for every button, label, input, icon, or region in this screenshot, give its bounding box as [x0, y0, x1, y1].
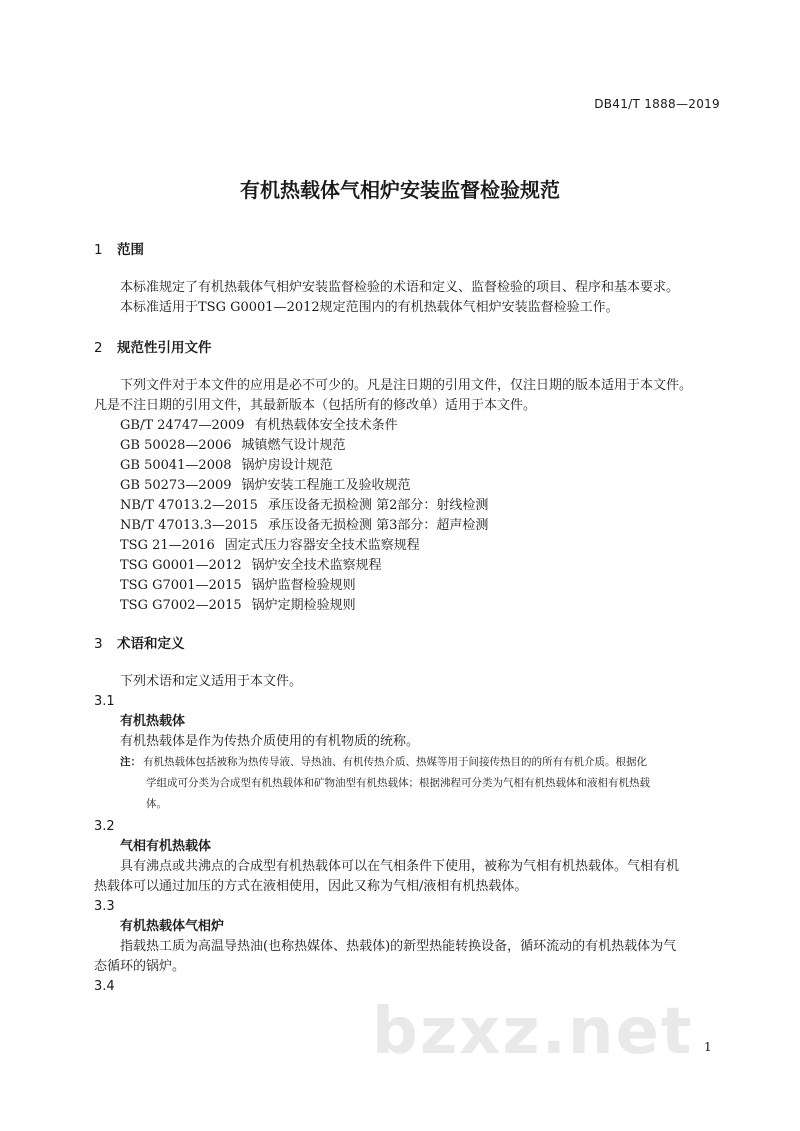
reference-item — [94, 416, 734, 436]
clause-number: 3.2 — [94, 819, 115, 834]
document-code: DB41/T 1888—2019 — [594, 97, 720, 111]
reference-code: TSG 21—2016 — [120, 538, 215, 553]
reference-code: GB 50028—2006 — [120, 438, 232, 453]
reference-item — [94, 576, 734, 596]
reference-name: 锅炉安装工程施工及验收规范 — [241, 478, 411, 493]
reference-item — [94, 536, 734, 556]
clause-number: 3.1 — [94, 694, 115, 709]
term-heading: 有机热载体气相炉 — [120, 919, 225, 934]
note-text: 体。 — [146, 798, 167, 810]
note-text: 学组成可分类为合成型有机热载体和矿物油型有机热载体；根据沸程可分类为气相有机热载体和液相有机热载 — [146, 777, 650, 789]
term-definition: 具有沸点或共沸点的合成型有机热载体可以在气相条件下使用，被称为气相有机热载体。气相有机 — [120, 859, 680, 874]
reference-code: GB 50041—2008 — [120, 458, 232, 473]
note-label: 注： — [120, 756, 141, 768]
paragraph: 本标准规定了有机热载体气相炉安装监督检验的术语和定义、监督检验的项目、程序和基本要求。 — [120, 280, 680, 295]
section-number: 2 — [94, 340, 103, 356]
section-title: 规范性引用文件 — [117, 340, 212, 356]
reference-code: NB/T 47013.2—2015 — [120, 498, 258, 513]
page-number: 1 — [704, 1040, 712, 1054]
section-number: 3 — [94, 636, 103, 652]
document-title: 有机热载体气相炉安装监督检验规范 — [240, 178, 560, 202]
section-heading-scope — [94, 240, 734, 260]
reference-item — [94, 436, 734, 456]
reference-name: 承压设备无损检测 第3部分：超声检测 — [267, 518, 489, 533]
reference-name: 锅炉监督检验规则 — [251, 578, 356, 593]
reference-code: TSG G0001—2012 — [120, 558, 242, 573]
note — [94, 752, 734, 773]
reference-code: GB 50273—2009 — [120, 478, 232, 493]
term-heading: 气相有机热载体 — [120, 839, 212, 854]
reference-name: 锅炉安全技术监察规程 — [251, 558, 382, 573]
reference-code: TSG G7001—2015 — [120, 578, 242, 593]
reference-name: 锅炉定期检验规则 — [251, 598, 356, 613]
term-definition: 热载体可以通过加压的方式在液相使用，因此又称为气相/液相有机热载体。 — [94, 879, 528, 894]
reference-item — [94, 596, 734, 616]
document-body — [94, 240, 734, 997]
reference-name: 城镇燃气设计规范 — [241, 438, 346, 453]
section-heading-terms-definitions — [94, 634, 734, 654]
clause-number: 3.4 — [94, 979, 115, 994]
term-definition: 指载热工质为高温导热油(也称热媒体、热载体)的新型热能转换设备，循环流动的有机热载体为气 — [120, 939, 677, 954]
reference-name: 承压设备无损检测 第2部分：射线检测 — [267, 498, 489, 513]
term-heading: 有机热载体 — [120, 714, 186, 729]
reference-item — [94, 516, 734, 536]
reference-code: TSG G7002—2015 — [120, 598, 242, 613]
section-title: 范围 — [117, 242, 144, 258]
paragraph: 凡是不注日期的引用文件，其最新版本（包括所有的修改单）适用于本文件。 — [94, 398, 537, 413]
paragraph: 本标准适用于TSG G0001—2012规定范围内的有机热载体气相炉安装监督检验工作。 — [120, 300, 619, 315]
reference-name: 固定式压力容器安全技术监察规程 — [224, 538, 420, 553]
term-definition: 态循环的锅炉。 — [94, 959, 186, 974]
paragraph: 下列术语和定义适用于本文件。 — [120, 674, 303, 689]
reference-item — [94, 476, 734, 496]
reference-item — [94, 496, 734, 516]
reference-name: 有机热载体安全技术条件 — [254, 418, 398, 433]
reference-item — [94, 556, 734, 576]
reference-code: NB/T 47013.3—2015 — [120, 518, 258, 533]
section-heading-normative-references — [94, 338, 734, 358]
reference-name: 锅炉房设计规范 — [241, 458, 333, 473]
reference-item — [94, 456, 734, 476]
watermark: bzxz.net — [372, 995, 694, 1069]
paragraph: 下列文件对于本文件的应用是必不可少的。凡是注日期的引用文件，仅注日期的版本适用于本文件。 — [120, 378, 693, 393]
term-definition: 有机热载体是作为传热介质使用的有机物质的统称。 — [120, 734, 420, 749]
section-title: 术语和定义 — [117, 636, 185, 652]
section-number: 1 — [94, 242, 103, 258]
clause-number: 3.3 — [94, 899, 115, 914]
note-text: 有机热载体包括被称为热传导液、导热油、有机传热介质、热媒等用于间接传热目的的所有有机介质。根据化 — [143, 756, 647, 768]
reference-code: GB/T 24747—2009 — [120, 418, 245, 433]
